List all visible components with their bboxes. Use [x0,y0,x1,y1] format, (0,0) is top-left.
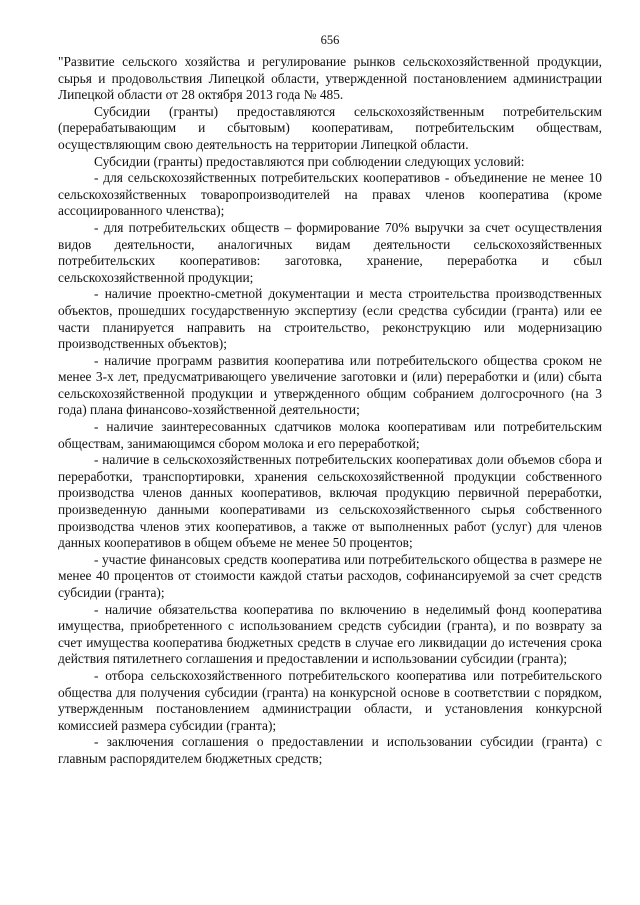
condition-own-production-share: - наличие в сельскохозяйственных потребительских кооперативах доли объемов сбора и переработки, транспортировки, хранения сельскохозяйственной продукции собственного производства членов данных кооперативов, включая продукцию первичной переработки, произведенную данными кооперативами из сельскохозяйственного сырья собственного производства членов этих кооперативов, а также от выполненных работ (услуг) для членов данных кооперативов в общем объеме не менее 50 процентов; [58,452,602,551]
condition-agreement: - заключения соглашения о предоставлении и использовании субсидии (гранта) с главным распорядителем бюджетных средств; [58,734,602,766]
condition-cooperative-members: - для сельскохозяйственных потребительских кооперативов - объединение не менее 10 сельскохозяйственных товаропроизводителей на правах членов кооператива (кроме ассоциированного членства); [58,170,602,219]
paragraph-conditions-intro: Субсидии (гранты) предоставляются при соблюдении следующих условий: [94,153,525,169]
paragraph-program-reference: "Развитие сельского хозяйства и регулирование рынков сельскохозяйственной продукции, сырья и продовольствия Липецкой области, утвержденной постановлением администрации Липецкой области от 28 октября 2013 года № 485. [58,54,602,103]
page-number: 656 [320,33,340,47]
condition-consumer-society-revenue: - для потребительских обществ – формирование 70% выручки за счет осуществления видов деятельности, аналогичных видам деятельности сельскохозяйственных потребительских кооперативов: заготовка, хранение, переработка и сбыл сельскохозяйственной продукции; [58,219,602,285]
paragraph-recipients: Субсидии (гранты) предоставляются сельскохозяйственным потребительским (перерабатывающим и сбытовым) кооперативам, потребительским обществам, осуществляющим свою деятельность на территории Липецкой области. [58,103,602,152]
condition-design-documentation: - наличие проектно-сметной документации и места строительства производственных объектов, прошедших государственную экспертизу (если средства субсидии (гранта) или ее части планируется направить на строительство, реконструкцию или модернизацию производственных объектов); [58,286,602,352]
document-page [58,32,602,768]
condition-competitive-selection: - отбора сельскохозяйственного потребительского кооператива или потребительского общества для получения субсидии (гранта) на конкурсной основе в соответствии с порядком, утвержденным постановлением администрации области, и установления конкурсной комиссией размера субсидии (гранта); [58,667,602,733]
condition-milk-suppliers: - наличие заинтересованных сдатчиков молока кооперативам или потребительским обществам, занимающимся сбором молока и его переработкой; [58,419,602,451]
condition-development-program: - наличие программ развития кооператива или потребительского общества сроком не менее 3-х лет, предусматривающего увеличение заготовки и (или) переработки и (или) сбыта сельскохозяйственной продукции и утвержденного общим собранием долгосрочного (на 3 года) плана финансово-хозяйственной деятельности; [58,352,602,418]
condition-indivisible-fund: - наличие обязательства кооператива по включению в неделимый фонд кооператива имущества, приобретенного с использованием средств субсидии (гранта), и по возврату за счет имущества кооператива бюджетных средств в случае его ликвидации до истечения срока действия пятилетнего соглашения и предоставлении и использовании субсидии (гранта); [58,601,602,667]
condition-cofinancing: - участие финансовых средств кооператива или потребительского общества в размере не менее 40 процентов от стоимости каждой статьи расходов, софинансируемой за счет средств субсидии (гранта); [58,551,602,600]
